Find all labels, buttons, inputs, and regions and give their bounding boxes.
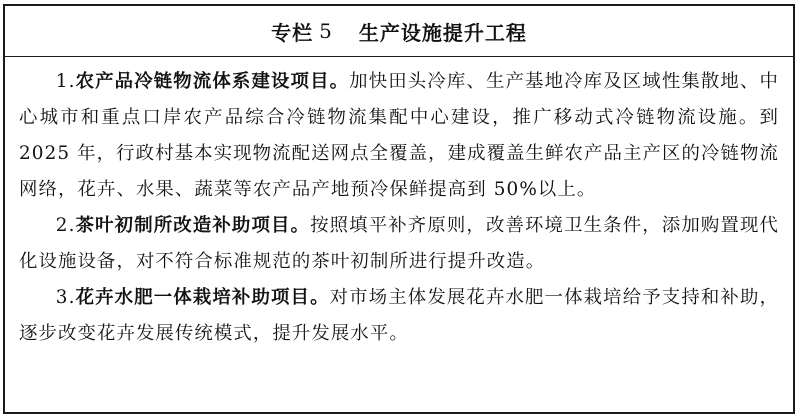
item-title: 花卉水肥一体栽培补助项目。 bbox=[75, 287, 330, 308]
project-item bbox=[19, 64, 779, 208]
box-title: 生产设施提升工程 bbox=[358, 20, 527, 45]
box-header bbox=[5, 6, 793, 57]
item-text: 加快田头冷库、生产基地冷库及区域性集散地、中心城市和重点口岸农产品综合冷链物流集配中心建设，推广移动式冷链物流设施。到 2025 年，行政村基本实现物流配送网点全覆盖，建成覆盖生鲜农产品主产区的冷链物流网络，花卉、水果、蔬菜等农产品产地预冷保鲜提高到 50%以上。 bbox=[19, 71, 780, 200]
box-content bbox=[5, 57, 793, 352]
item-number: 3. bbox=[55, 287, 76, 308]
item-text: 按照填平补齐原则，改善环境卫生条件，添加购置现代化设施设备，对不符合标准规范的茶叶初制所进行提升改造。 bbox=[19, 215, 779, 272]
project-item bbox=[19, 208, 779, 280]
item-number: 1. bbox=[55, 71, 76, 92]
item-number: 2. bbox=[55, 215, 76, 236]
feature-box bbox=[3, 4, 795, 414]
box-label: 专栏 bbox=[271, 20, 314, 45]
item-text: 对市场主体发展花卉水肥一体栽培给予支持和补助，逐步改变花卉发展传统模式，提升发展水平。 bbox=[19, 287, 779, 344]
project-item bbox=[19, 280, 779, 352]
item-title: 茶叶初制所改造补助项目。 bbox=[75, 215, 311, 236]
box-number: 5 bbox=[319, 19, 333, 43]
item-title: 农产品冷链物流体系建设项目。 bbox=[75, 71, 350, 92]
